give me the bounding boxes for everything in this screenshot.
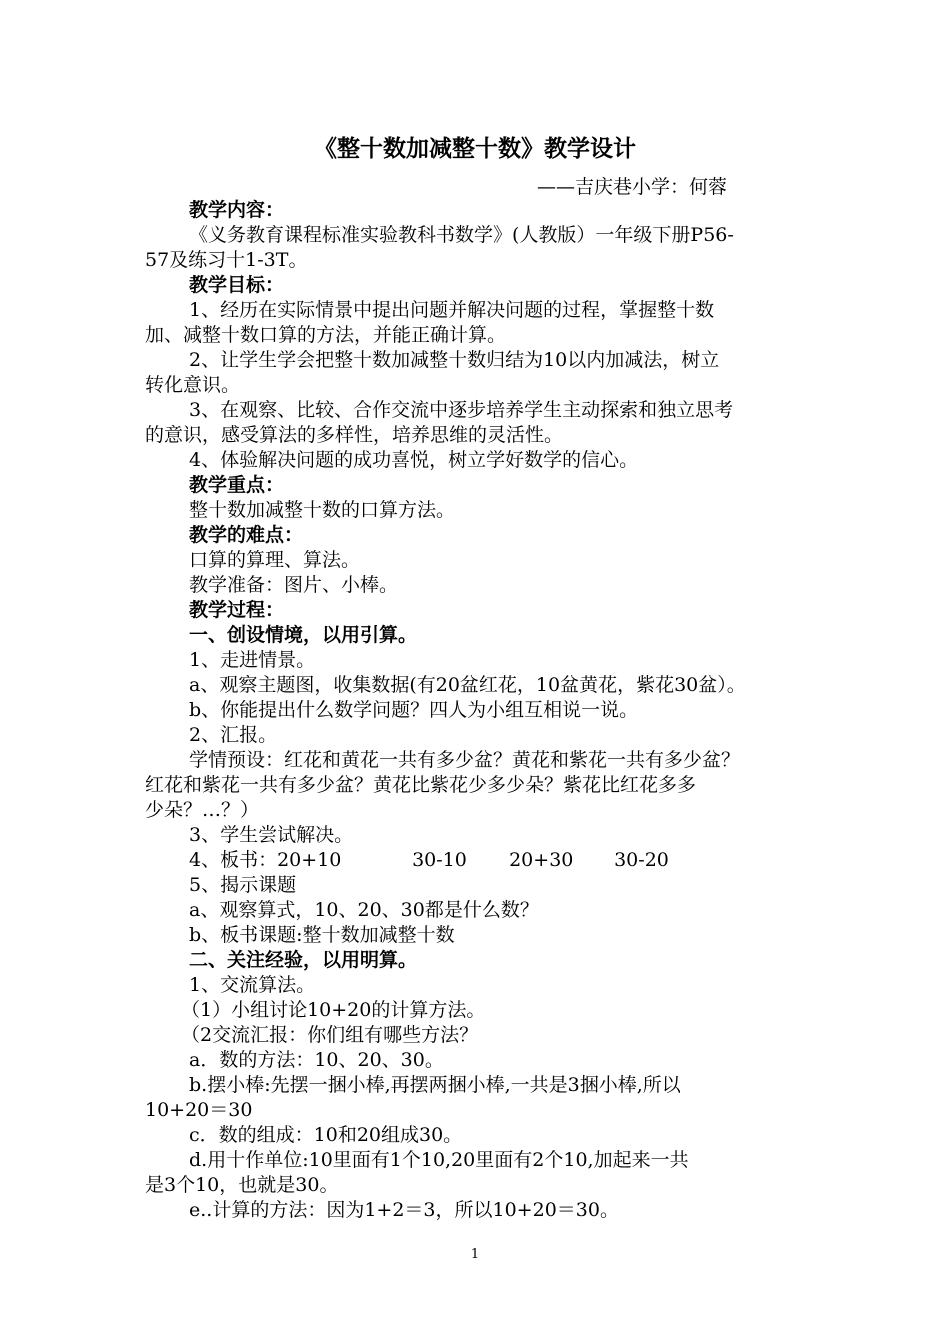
process-line: （1）小组讨论10+20的计算方法。 — [181, 999, 486, 1021]
heading-focus: 教学重点： — [189, 474, 285, 496]
heading-goals: 教学目标： — [189, 274, 285, 296]
difficulty-line: 口算的算理、算法。 — [189, 549, 361, 571]
heading-process: 教学过程： — [189, 599, 285, 621]
formula: 30-20 — [614, 849, 669, 871]
method-line: e..计算的方法：因为1+2＝3，所以10+20＝30。 — [189, 1199, 619, 1221]
section-heading: 二、关注经验，以用明算。 — [189, 949, 418, 971]
content-line: 《义务教育课程标准实验教科书数学》(人教版）一年级下册P56- — [189, 224, 734, 246]
focus-line: 整十数加减整十数的口算方法。 — [189, 499, 456, 521]
section-heading: 一、创设情境，以用引算。 — [189, 624, 418, 646]
preset-line: 少朵？…？） — [145, 799, 260, 821]
goal-line: 的意识，感受算法的多样性，培养思维的灵活性。 — [145, 424, 564, 446]
author-line: ——吉庆巷小学：何蓉 — [537, 176, 728, 198]
process-line: 2、汇报。 — [189, 724, 278, 746]
preset-line: 学情预设：红花和黄花一共有多少盆？黄花和紫花一共有多少盆？ — [189, 749, 741, 771]
goal-line: 4、体验解决问题的成功喜悦，树立学好数学的信心。 — [189, 449, 639, 471]
method-line: b.摆小棒:先摆一捆小棒,再摆两捆小棒,一共是3捆小棒,所以 — [189, 1074, 681, 1096]
board-formulas — [145, 848, 820, 873]
content-line: 57及练习十1-3T。 — [145, 249, 308, 271]
method-line: a．数的方法：10、20、30。 — [189, 1049, 444, 1071]
board-label: 4、板书： — [189, 849, 278, 871]
prep-line: 教学准备：图片、小棒。 — [189, 574, 399, 596]
process-line: （2交流汇报：你们组有哪些方法？ — [181, 1024, 479, 1046]
process-line: b、板书课题:整十数加减整十数 — [189, 924, 455, 946]
goal-line: 转化意识。 — [145, 374, 241, 396]
process-line: 1、走进情景。 — [189, 649, 316, 671]
goal-line: 2、让学生学会把整十数加减整十数归结为10以内加减法，树立 — [189, 349, 720, 371]
preset-line: 红花和紫花一共有多少盆？黄花比紫花少多少朵？紫花比红花多多 — [145, 774, 697, 796]
process-line: 5、揭示课题 — [189, 874, 297, 896]
document-title: 《整十数加减整十数》教学设计 — [314, 136, 636, 162]
method-line: 是3个10，也就是30。 — [145, 1174, 339, 1196]
method-line: c．数的组成：10和20组成30。 — [189, 1124, 463, 1146]
formula: 30-10 — [412, 849, 467, 871]
process-line: a、观察算式，10、20、30都是什么数？ — [189, 899, 539, 921]
process-line: 1、交流算法。 — [189, 974, 316, 996]
heading-difficulty: 教学的难点： — [189, 524, 304, 546]
document-body — [145, 198, 820, 1223]
process-line: a、观察主题图，收集数据(有20盆红花，10盆黄花，紫花30盆）。 — [189, 674, 746, 696]
method-line: d.用十作单位:10里面有1个10,20里面有2个10,加起来一共 — [189, 1149, 689, 1171]
process-line: b、你能提出什么数学问题？四人为小组互相说一说。 — [189, 699, 639, 721]
formula: 20+10 — [277, 849, 342, 871]
formula: 20+30 — [509, 849, 574, 871]
page-number: 1 — [470, 1247, 480, 1262]
goal-line: 1、经历在实际情景中提出问题并解决问题的过程，掌握整十数 — [189, 299, 715, 321]
method-line: 10+20＝30 — [145, 1099, 253, 1121]
heading-content: 教学内容： — [189, 199, 285, 221]
process-line: 3、学生尝试解决。 — [189, 824, 354, 846]
goal-line: 加、减整十数口算的方法，并能正确计算。 — [145, 324, 507, 346]
goal-line: 3、在观察、比较、合作交流中逐步培养学生主动探索和独立思考 — [189, 399, 734, 421]
